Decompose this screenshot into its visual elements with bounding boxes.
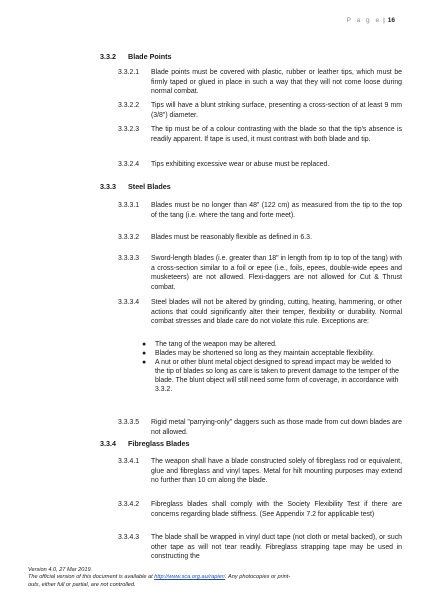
clause-3-3-2-4 bbox=[118, 160, 402, 170]
list-item-text: The tang of the weapon may be altered. bbox=[155, 341, 277, 348]
clause-3-3-2-1 bbox=[118, 68, 402, 97]
page-footer bbox=[28, 567, 408, 589]
list-item-text: Blades may be shortened so long as they maintain acceptable flexibility. bbox=[155, 350, 374, 358]
section-number: 3.3.4 bbox=[100, 439, 116, 448]
bullet-icon: ● bbox=[142, 350, 147, 358]
clause-text: Sword-length blades (i.e. greater than 18" in length from tip to top of the tang) with a cross-section similar to a foil or epee (i.e., foils, epees, double-wide epees and musketeers) are not allowed. Flexi-daggers are not allowed for Cut & Thrust combat. bbox=[151, 255, 402, 291]
clause-number: 3.3.4.3 bbox=[118, 534, 140, 541]
section-number: 3.3.3 bbox=[100, 182, 116, 191]
bullet-icon: ● bbox=[142, 341, 147, 348]
clause-text: Blade points must be covered with plastic, rubber or leather tips, which must be firmly taped or glued in place in such a way that they will not come loose during normal combat. bbox=[151, 69, 402, 96]
clause-number: 3.3.3.4 bbox=[118, 299, 140, 306]
clause-3-3-4-1 bbox=[118, 457, 402, 486]
bullet-icon: ● bbox=[142, 359, 147, 367]
clause-text: The tip must be of a colour contrasting with the blade so that the tip's absence is readily apparent. If tape is used, it must contrast with both blade and tip. bbox=[151, 126, 402, 143]
clause-number: 3.3.2.1 bbox=[118, 69, 140, 76]
list-item bbox=[140, 358, 402, 394]
clause-number: 3.3.2.2 bbox=[118, 102, 140, 109]
clause-3-3-3-4 bbox=[118, 298, 402, 327]
list-item bbox=[140, 349, 402, 358]
clause-text: Fibreglass blades shall comply with the Society Flexibility Test if there are concerns regarding blade stiffness. (See Appendix 7.2 for applicable test) bbox=[151, 501, 402, 518]
list-item bbox=[140, 340, 402, 349]
clause-3-3-3-2 bbox=[118, 233, 402, 243]
clause-number: 3.3.2.3 bbox=[118, 126, 140, 133]
clause-number: 3.3.4.1 bbox=[118, 458, 140, 465]
clause-3-3-4-3 bbox=[118, 533, 402, 562]
clause-number: 3.3.2.4 bbox=[118, 161, 140, 168]
page-label: P a g e bbox=[346, 17, 382, 24]
clause-number: 3.3.3.3 bbox=[118, 255, 140, 262]
footer-official-notice bbox=[28, 574, 408, 581]
footer-link[interactable]: http://www.sca.org.au/rapier/ bbox=[154, 574, 226, 581]
footer-notice-suffix: . Any photocopies or print- bbox=[225, 574, 291, 581]
footer-control-notice: outs, either full or partial, are not controlled. bbox=[28, 581, 136, 588]
section-heading-3-3-2 bbox=[100, 52, 172, 61]
clause-number: 3.3.3.2 bbox=[118, 234, 140, 241]
clause-number: 3.3.3.5 bbox=[118, 419, 140, 426]
page-number: 16 bbox=[387, 17, 395, 24]
section-heading-3-3-4 bbox=[100, 439, 190, 448]
exceptions-list bbox=[140, 340, 402, 395]
clause-text: Tips will have a blunt striking surface, presenting a cross-section of at least 9 mm (3/8") diameter. bbox=[151, 102, 402, 119]
section-title: Steel Blades bbox=[128, 182, 171, 191]
section-title: Blade Points bbox=[128, 52, 172, 61]
list-item-text: A nut or other blunt metal object designed to spread impact may be welded to the tip of blades so long as care is taken to prevent damage to the temper of the blade. The blunt object will still need some form of coverage, in accordance with 3.3.2. bbox=[155, 359, 400, 394]
footer-notice-prefix: The official version of this document is available at bbox=[28, 574, 155, 581]
clause-3-3-2-2 bbox=[118, 101, 402, 120]
clause-text: Steel blades will not be altered by grinding, cutting, heating, hammering, or other actions that could significantly alter their temper, flexibility or durability. Normal combat stresses and blade care do not violate this rule. Exceptions are: bbox=[151, 299, 402, 326]
clause-text: Blades must be no longer than 48" (122 cm) as measured from the tip to the top of the tang (i.e. where the tang and forte meet). bbox=[151, 202, 402, 219]
footer-version: Version 4.0, 27 Mar 2019. bbox=[28, 567, 93, 573]
clause-text: The weapon shall have a blade constructed solely of fibreglass rod or equivalent, glue and fibreglass and vinyl tapes. Metal for hilt mounting purposes may extend no further than 10 cm along the blade. bbox=[151, 458, 402, 485]
clause-3-3-3-3 bbox=[118, 254, 402, 292]
clause-3-3-2-3 bbox=[118, 125, 402, 144]
clause-3-3-3-5 bbox=[118, 418, 402, 437]
clause-number: 3.3.3.1 bbox=[118, 202, 140, 209]
section-title: Fibreglass Blades bbox=[128, 439, 190, 448]
clause-3-3-4-2 bbox=[118, 500, 402, 519]
section-number: 3.3.2 bbox=[100, 52, 116, 61]
clause-text: Blades must be reasonably flexible as defined in 6.3. bbox=[151, 234, 312, 241]
clause-text: Rigid metal "parrying-only" daggers such as those made from cut down blades are not allowed. bbox=[151, 419, 402, 436]
page-separator: | bbox=[383, 17, 385, 24]
section-heading-3-3-3 bbox=[100, 182, 171, 191]
clause-text: Tips exhibiting excessive wear or abuse must be replaced. bbox=[151, 161, 330, 168]
clause-number: 3.3.4.2 bbox=[118, 501, 140, 508]
clause-3-3-3-1 bbox=[118, 201, 402, 220]
page-header bbox=[347, 17, 395, 24]
clause-text: The blade shall be wrapped in vinyl duct tape (not cloth or metal backed), or such other tape as will not tear readily. Fibreglass strapping tape may be used in constructing the bbox=[151, 534, 402, 561]
